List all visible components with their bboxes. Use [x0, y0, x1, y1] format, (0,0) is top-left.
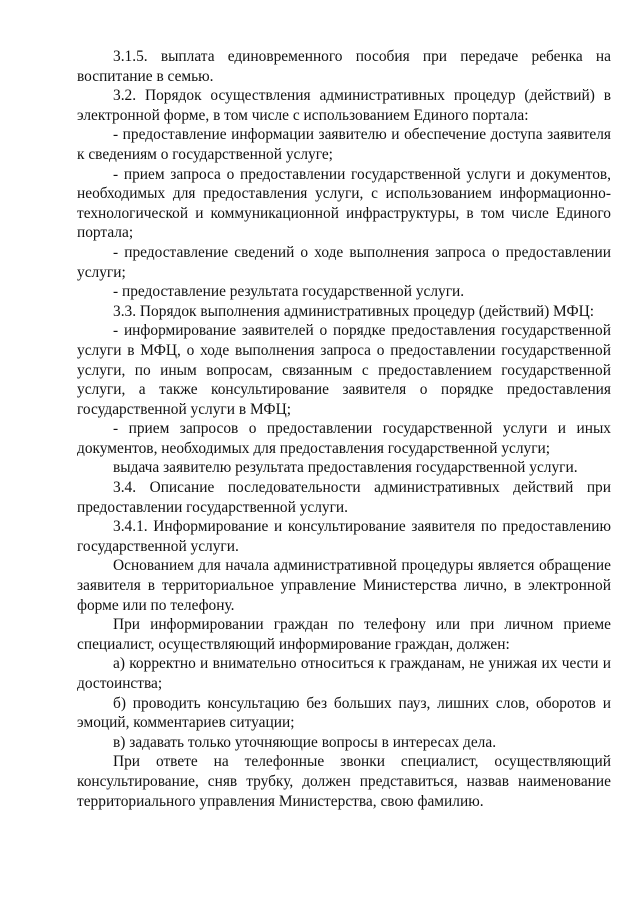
list-item-c: в) задавать только уточняющие вопросы в интересах дела.: [113, 733, 497, 751]
paragraph-3-1-5: 3.1.5. выплата единовременного пособия при передаче ребенка на воспитание в семью.: [77, 48, 611, 85]
list-item-a: а) корректно и внимательно относиться к гражданам, не унижая их чести и достоинства;: [77, 655, 611, 692]
list-item-info-access: - предоставление информации заявителю и обеспечение доступа заявителя к сведениям о государственной услуге;: [77, 126, 611, 163]
list-item-mfc-intake: - прием запросов о предоставлении государственной услуги и иных документов, необходимых для предоставления государственной услуги;: [77, 420, 611, 457]
list-item-mfc-informing: - информирование заявителей о порядке предоставления государственной услуги в МФЦ, о ходе выполнения запроса о предоставлении государственной услуги, по иным вопросам, связанным с предоставлением государственной услуги, а также консультирование заявителя о порядке предоставления государственной услуги в МФЦ;: [77, 322, 611, 418]
paragraph-3-3: 3.3. Порядок выполнения административных процедур (действий) МФЦ:: [113, 302, 595, 320]
paragraph-3-4: 3.4. Описание последовательности административных действий при предоставлении государственной услуги.: [77, 479, 611, 516]
list-item-mfc-result: выдача заявителю результата предоставления государственной услуги.: [113, 459, 578, 477]
list-item-b: б) проводить консультацию без больших пауз, лишних слов, оборотов и эмоций, комментариев ситуации;: [77, 694, 611, 732]
list-item-request-intake: - прием запроса о предоставлении государственной услуги и документов, необходимых для предоставления услуги, с использованием информационно-технологической и коммуникационной инфраструктуры, в том числе Единого портала;: [77, 165, 611, 242]
paragraph-phone-answer: При ответе на телефонные звонки специалист, осуществляющий консультирование, сняв трубку, должен представиться, назвав наименование территориального управления Министерства, свою фамилию.: [77, 753, 611, 810]
paragraph-basis: Основанием для начала административной процедуры является обращение заявителя в территориальное управление Министерства лично, в электронной форме или по телефону.: [77, 557, 611, 614]
paragraph-3-2: 3.2. Порядок осуществления административных процедур (действий) в электронной форме, в том числе с использованием Единого портала:: [77, 87, 611, 124]
list-item-result: - предоставление результата государственной услуги.: [113, 283, 465, 301]
paragraph-3-4-1: 3.4.1. Информирование и консультирование заявителя по предоставлению государственной услуги.: [77, 518, 611, 555]
paragraph-phone-informing: При информировании граждан по телефону или при личном приеме специалист, осуществляющий информирование граждан, должен:: [77, 616, 611, 653]
list-item-progress-info: - предоставление сведений о ходе выполнения запроса о предоставлении услуги;: [77, 243, 611, 281]
